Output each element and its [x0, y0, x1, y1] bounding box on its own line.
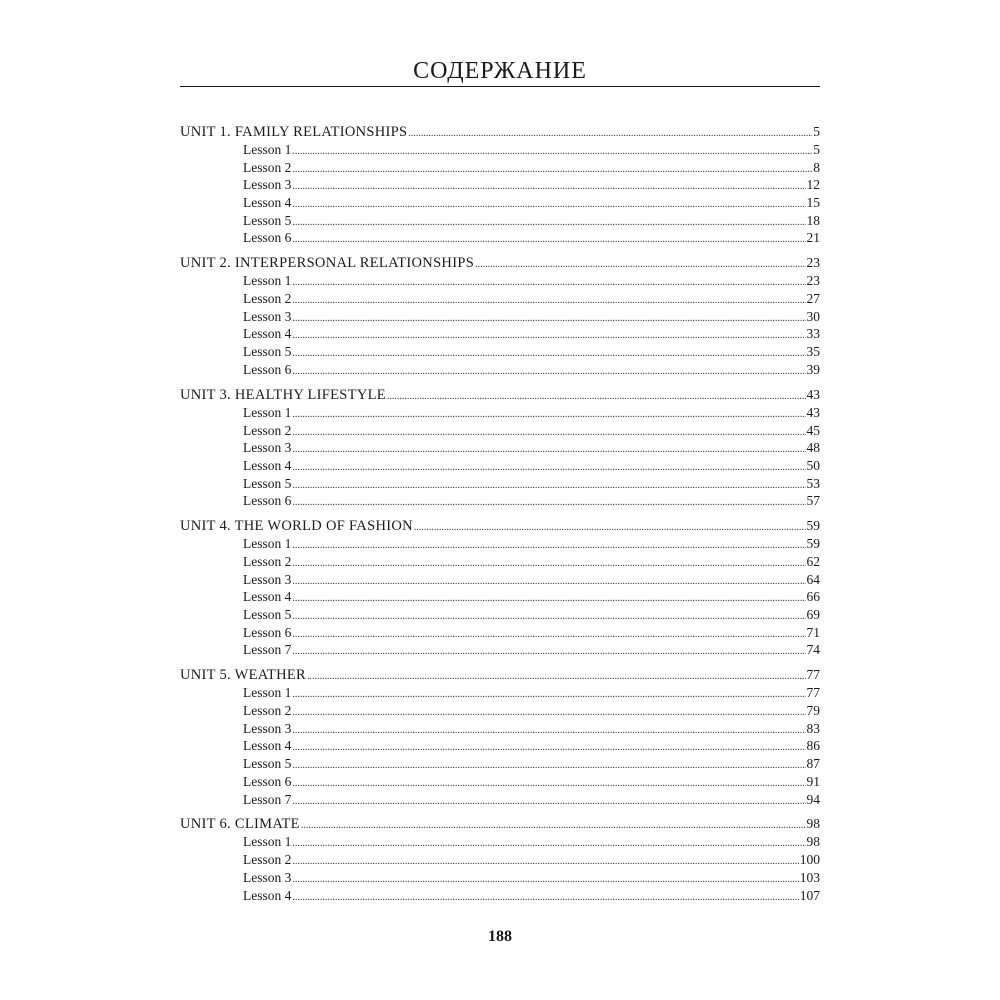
lesson-entry[interactable]: [180, 624, 820, 642]
lesson-entry-page-number: 21: [806, 230, 820, 246]
lesson-entry-page-number: 71: [806, 624, 820, 640]
lesson-entry[interactable]: [180, 229, 820, 247]
lesson-entry-page-number: 39: [806, 361, 820, 377]
lesson-entry[interactable]: [180, 833, 820, 851]
lesson-entry-label: Lesson 6: [243, 624, 292, 640]
lesson-entry-label: Lesson 1: [243, 273, 292, 289]
dot-leader: [307, 667, 806, 686]
dot-leader: [292, 327, 805, 345]
lesson-entry-page-number: 86: [806, 738, 820, 754]
lesson-entry-page-number: 77: [806, 685, 820, 701]
lesson-entry[interactable]: [180, 325, 820, 343]
lesson-entry-page-number: 57: [806, 493, 820, 509]
dot-leader: [292, 459, 805, 477]
lesson-entry-label: Lesson 4: [243, 195, 292, 211]
lesson-entry[interactable]: [180, 588, 820, 606]
lesson-entry-page-number: 27: [806, 291, 820, 307]
dot-leader: [408, 124, 812, 143]
lesson-entry[interactable]: [180, 641, 820, 659]
lesson-entry-page-number: 69: [806, 607, 820, 623]
lesson-entry-label: Lesson 5: [243, 475, 292, 491]
lesson-entry-label: Lesson 2: [243, 852, 292, 868]
dot-leader: [292, 537, 805, 555]
dot-leader: [292, 608, 805, 626]
dot-leader: [292, 704, 805, 722]
lesson-entry-page-number: 91: [806, 773, 820, 789]
dot-leader: [301, 816, 806, 835]
dot-leader: [292, 590, 805, 608]
dot-leader: [292, 775, 805, 793]
lesson-entry[interactable]: [180, 684, 820, 702]
dot-leader: [292, 739, 805, 757]
dot-leader: [292, 196, 805, 214]
unit-entry[interactable]: [180, 814, 820, 833]
dot-leader: [475, 255, 805, 274]
lesson-entry-label: Lesson 5: [243, 756, 292, 772]
lesson-entry-page-number: 35: [806, 344, 820, 360]
dot-leader: [292, 835, 805, 853]
lesson-entry[interactable]: [180, 159, 820, 177]
dot-leader: [292, 214, 805, 232]
unit-entry[interactable]: [180, 665, 820, 684]
unit-entry-page-number: 77: [806, 667, 820, 683]
unit-entry-page-number: 43: [806, 386, 820, 402]
lesson-entry[interactable]: [180, 791, 820, 809]
lesson-entry[interactable]: [180, 308, 820, 326]
lesson-entry-page-number: 15: [806, 195, 820, 211]
unit-section-5: [180, 665, 820, 808]
lesson-entry[interactable]: [180, 571, 820, 589]
unit-entry-page-number: 23: [806, 255, 820, 271]
dot-leader: [292, 477, 805, 495]
dot-leader: [292, 441, 805, 459]
dot-leader: [292, 292, 805, 310]
lesson-entry-page-number: 87: [806, 756, 820, 772]
unit-entry-page-number: 5: [813, 124, 820, 139]
lesson-entry[interactable]: [180, 194, 820, 212]
unit-section-4: [180, 516, 820, 659]
lesson-entry-label: Lesson 1: [243, 685, 292, 701]
page-number: 188: [488, 928, 512, 945]
lesson-entry-label: Lesson 6: [243, 493, 292, 509]
lesson-entry[interactable]: [180, 553, 820, 571]
lesson-entry-page-number: 79: [806, 703, 820, 719]
lesson-entry-page-number: 59: [806, 536, 820, 552]
lesson-entry[interactable]: [180, 404, 820, 422]
lesson-entry-label: Lesson 3: [243, 308, 292, 324]
dot-leader: [292, 757, 805, 775]
table-of-contents: [180, 122, 820, 911]
lesson-entry[interactable]: [180, 737, 820, 755]
dot-leader: [292, 793, 805, 811]
lesson-entry-label: Lesson 5: [243, 607, 292, 623]
lesson-entry-page-number: 94: [806, 791, 820, 807]
lesson-entry-label: Lesson 4: [243, 326, 292, 342]
dot-leader: [414, 518, 806, 537]
unit-entry-page-number: 98: [806, 816, 820, 832]
unit-section-3: [180, 385, 820, 510]
lesson-entry[interactable]: [180, 422, 820, 440]
lesson-entry-page-number: 5: [813, 142, 820, 157]
lesson-entry[interactable]: [180, 475, 820, 493]
dot-leader: [292, 722, 805, 740]
unit-entry-label: UNIT 2. INTERPERSONAL RELATIONSHIPS: [180, 255, 475, 272]
dot-leader: [292, 626, 805, 644]
lesson-entry-label: Lesson 3: [243, 869, 292, 885]
lesson-entry[interactable]: [180, 212, 820, 230]
dot-leader: [292, 178, 805, 196]
lesson-entry[interactable]: [180, 361, 820, 379]
unit-entry[interactable]: [180, 253, 820, 272]
dot-leader: [292, 363, 805, 381]
lesson-entry-label: Lesson 2: [243, 422, 292, 438]
lesson-entry-label: Lesson 4: [243, 738, 292, 754]
dot-leader: [292, 494, 805, 512]
lesson-entry[interactable]: [180, 773, 820, 791]
lesson-entry-label: Lesson 1: [243, 142, 292, 157]
lesson-entry-page-number: 103: [799, 869, 820, 885]
unit-section-6: [180, 814, 820, 904]
dot-leader: [292, 274, 805, 292]
lesson-entry-page-number: 23: [806, 273, 820, 289]
lesson-entry[interactable]: [180, 606, 820, 624]
unit-section-2: [180, 253, 820, 378]
lesson-entry-label: Lesson 2: [243, 553, 292, 569]
lesson-entry-label: Lesson 4: [243, 457, 292, 473]
lesson-entry-label: Lesson 2: [243, 159, 292, 175]
lesson-entry-label: Lesson 5: [243, 212, 292, 228]
lesson-entry-label: Lesson 1: [243, 404, 292, 420]
lesson-entry-page-number: 64: [806, 571, 820, 587]
lesson-entry[interactable]: [180, 851, 820, 869]
unit-entry[interactable]: [180, 385, 820, 404]
unit-entry[interactable]: [180, 516, 820, 535]
lesson-entry[interactable]: [180, 869, 820, 887]
lesson-entry-label: Lesson 3: [243, 440, 292, 456]
lesson-entry[interactable]: [180, 343, 820, 361]
dot-leader: [292, 345, 805, 363]
lesson-entry-page-number: 43: [806, 404, 820, 420]
unit-entry-label: UNIT 3. HEALTHY LIFESTYLE: [180, 386, 386, 403]
lesson-entry-page-number: 66: [806, 589, 820, 605]
dot-leader: [292, 889, 798, 907]
lesson-entry[interactable]: [180, 755, 820, 773]
lesson-entry-label: Lesson 2: [243, 291, 292, 307]
dot-leader: [292, 643, 805, 661]
dot-leader: [292, 555, 805, 573]
lesson-entry-label: Lesson 4: [243, 887, 292, 903]
lesson-entry[interactable]: [180, 492, 820, 510]
lesson-entry-page-number: 18: [806, 212, 820, 228]
lesson-entry-page-number: 62: [806, 553, 820, 569]
unit-entry-label: UNIT 4. THE WORLD OF FASHION: [180, 518, 413, 535]
lesson-entry-page-number: 50: [806, 457, 820, 473]
unit-entry-label: UNIT 5. WEATHER: [180, 667, 306, 684]
dot-leader: [292, 686, 805, 704]
dot-leader: [292, 231, 805, 249]
lesson-entry-page-number: 100: [799, 852, 820, 868]
lesson-entry-page-number: 12: [806, 177, 820, 193]
dot-leader: [387, 387, 806, 406]
dot-leader: [292, 161, 812, 179]
dot-leader: [292, 573, 805, 591]
lesson-entry-label: Lesson 5: [243, 344, 292, 360]
lesson-entry-label: Lesson 1: [243, 536, 292, 552]
dot-leader: [292, 871, 798, 889]
lesson-entry[interactable]: [180, 457, 820, 475]
lesson-entry[interactable]: [180, 439, 820, 457]
lesson-entry-label: Lesson 6: [243, 361, 292, 377]
unit-entry-label: UNIT 6. CLIMATE: [180, 816, 300, 833]
unit-section-1: [180, 122, 820, 247]
lesson-entry[interactable]: [180, 141, 820, 159]
title-rule: [180, 86, 820, 87]
lesson-entry-page-number: 98: [806, 834, 820, 850]
lesson-entry-label: Lesson 3: [243, 571, 292, 587]
lesson-entry-label: Lesson 6: [243, 773, 292, 789]
dot-leader: [292, 406, 805, 424]
lesson-entry-page-number: 107: [799, 887, 820, 903]
lesson-entry-label: Lesson 7: [243, 642, 292, 658]
lesson-entry-label: Lesson 1: [243, 834, 292, 850]
page-title: СОДЕРЖАНИЕ: [413, 58, 587, 84]
lesson-entry-page-number: 83: [806, 720, 820, 736]
lesson-entry-label: Lesson 3: [243, 720, 292, 736]
lesson-entry-page-number: 45: [806, 422, 820, 438]
lesson-entry-label: Lesson 3: [243, 177, 292, 193]
lesson-entry-label: Lesson 2: [243, 703, 292, 719]
unit-entry-page-number: 59: [806, 518, 820, 534]
lesson-entry-page-number: 48: [806, 440, 820, 456]
unit-entry[interactable]: [180, 122, 820, 141]
lesson-entry[interactable]: [180, 720, 820, 738]
lesson-entry-page-number: 53: [806, 475, 820, 491]
lesson-entry[interactable]: [180, 272, 820, 290]
lesson-entry[interactable]: [180, 176, 820, 194]
dot-leader: [292, 310, 805, 328]
dot-leader: [292, 143, 812, 161]
lesson-entry-page-number: 33: [806, 326, 820, 342]
lesson-entry-page-number: 74: [806, 642, 820, 658]
unit-entry-label: UNIT 1. FAMILY RELATIONSHIPS: [180, 124, 408, 140]
dot-leader: [292, 853, 798, 871]
lesson-entry[interactable]: [180, 702, 820, 720]
lesson-entry-label: Lesson 7: [243, 791, 292, 807]
lesson-entry[interactable]: [180, 535, 820, 553]
lesson-entry[interactable]: [180, 290, 820, 308]
lesson-entry-page-number: 8: [813, 159, 820, 175]
lesson-entry-label: Lesson 4: [243, 589, 292, 605]
lesson-entry-label: Lesson 6: [243, 230, 292, 246]
lesson-entry[interactable]: [180, 887, 820, 905]
dot-leader: [292, 424, 805, 442]
lesson-entry-page-number: 30: [806, 308, 820, 324]
